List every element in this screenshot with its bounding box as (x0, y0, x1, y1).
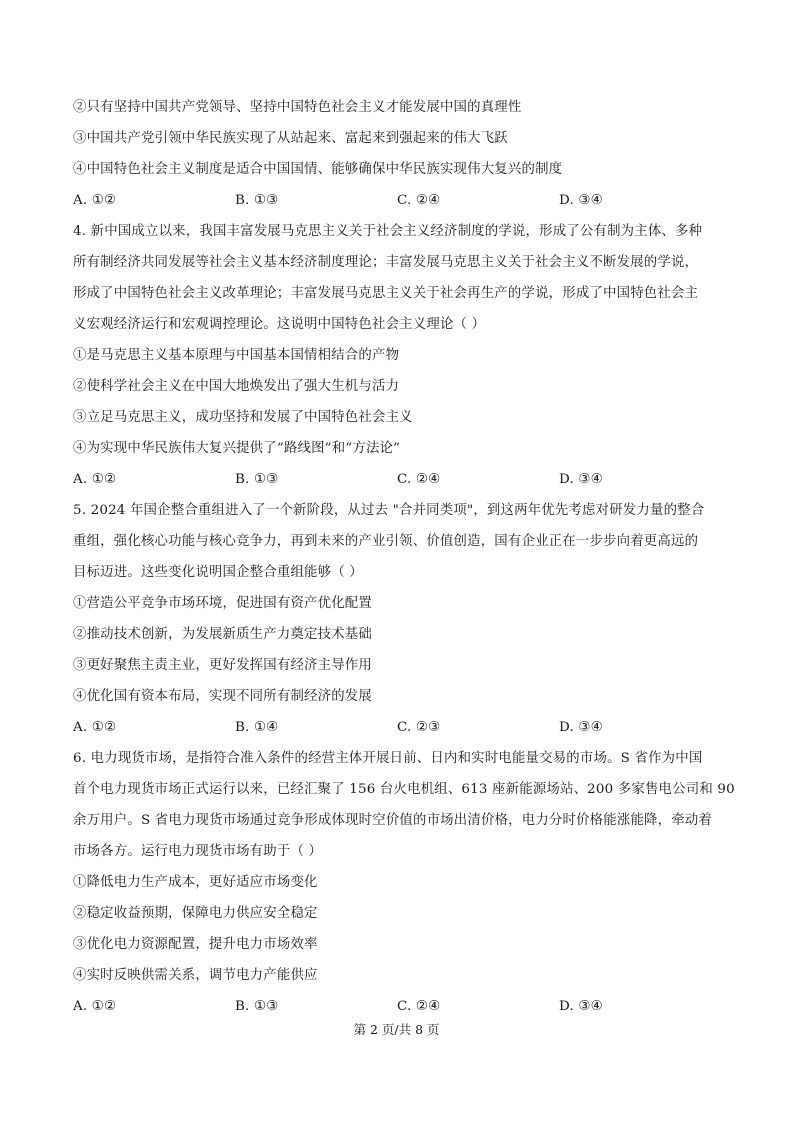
q3-option-a: A. ①② (73, 193, 117, 208)
q5-item-1: ①营造公平竞争市场环境，促进国有资产优化配置 (73, 596, 372, 611)
q6-option-b: B. ①③ (235, 999, 279, 1014)
q4-item-1: ①是马克思主义基本原理与中国基本国情相结合的产物 (73, 348, 400, 363)
q4-option-c: C. ②④ (397, 472, 441, 487)
q3-item-4: ④中国特色社会主义制度是适合中国国情、能够确保中华民族实现伟大复兴的制度 (73, 162, 563, 177)
q4-stem-line: 形成了中国特色社会主义改革理论；丰富发展马克思主义关于社会再生产的学说，形成了中国特色社会主 (73, 286, 699, 301)
q6-option-d: D. ③④ (559, 999, 603, 1014)
q4-stem-line: 义宏观经济运行和宏观调控理论。这说明中国特色社会主义理论（ ） (73, 317, 486, 332)
q3-option-b: B. ①③ (235, 193, 279, 208)
q3-option-c: C. ②④ (397, 193, 441, 208)
q6-stem-line: 首个电力现货市场正式运行以来，已经汇聚了 156 台火电机组、613 座新能源场站、200 多家售电公司和 90 (73, 782, 735, 797)
q6-option-a: A. ①② (73, 999, 117, 1014)
q3-options (73, 185, 723, 216)
q6-stem-line: 余万用户。S 省电力现货市场通过竞争形成体现时空价值的市场出清价格，电力分时价格能涨能降，牵动着 (73, 813, 712, 828)
q5-options (73, 712, 723, 743)
q6-item-4: ④实时反映供需关系，调节电力产能供应 (73, 968, 318, 983)
q5-option-c: C. ②③ (397, 720, 441, 735)
q6-option-c: C. ②④ (397, 999, 441, 1014)
q4-option-d: D. ③④ (559, 472, 603, 487)
q5-option-d: D. ③④ (559, 720, 603, 735)
q6-stem-line: 6. 电力现货市场，是指符合准入条件的经营主体开展日前、日内和实时电能量交易的市场。S 省作为中国 (73, 751, 703, 766)
q5-item-3: ③更好聚焦主责主业，更好发挥国有经济主导作用 (73, 658, 372, 673)
q4-option-b: B. ①③ (235, 472, 279, 487)
q4-stem-line: 所有制经济共同发展等社会主义基本经济制度理论；丰富发展马克思主义关于社会主义不断发展的学说， (73, 255, 699, 270)
q6-options (73, 991, 723, 1022)
q4-item-4: ④为实现中华民族伟大复兴提供了“路线图”和“方法论” (73, 441, 401, 456)
q6-item-1: ①降低电力生产成本，更好适应市场变化 (73, 875, 318, 890)
q4-option-a: A. ①② (73, 472, 117, 487)
q5-stem-line: 重组，强化核心功能与核心竞争力，再到未来的产业引领、价值创造，国有企业正在一步步向着更高远的 (73, 534, 699, 549)
q5-option-b: B. ①④ (235, 720, 279, 735)
q3-item-3: ③中国共产党引领中华民族实现了从站起来、富起来到强起来的伟大飞跃 (73, 131, 508, 146)
q3-item-2: ②只有坚持中国共产党领导、坚持中国特色社会主义才能发展中国的真理性 (73, 100, 522, 115)
q5-stem-line: 5. 2024 年国企整合重组进入了一个新阶段，从过去 "合并同类项"，到这两年优先考虑对研发力量的整合 (73, 503, 705, 518)
q4-item-2: ②使科学社会主义在中国大地焕发出了强大生机与活力 (73, 379, 400, 394)
q5-option-a: A. ①② (73, 720, 117, 735)
q5-item-2: ②推动技术创新，为发展新质生产力奠定技术基础 (73, 627, 372, 642)
q3-option-d: D. ③④ (559, 193, 603, 208)
page-content (73, 92, 735, 1022)
q6-stem-line: 市场各方。运行电力现货市场有助于（ ） (73, 844, 323, 859)
q4-item-3: ③立足马克思主义，成功坚持和发展了中国特色社会主义 (73, 410, 413, 425)
q5-item-4: ④优化国有资本布局，实现不同所有制经济的发展 (73, 689, 372, 704)
q6-item-2: ②稳定收益预期，保障电力供应安全稳定 (73, 906, 318, 921)
q5-stem-line: 目标迈进。这些变化说明国企整合重组能够（ ） (73, 565, 363, 580)
page-number-footer: 第 2 页/共 8 页 (353, 1022, 440, 1037)
q4-options (73, 464, 723, 495)
q6-item-3: ③优化电力资源配置，提升电力市场效率 (73, 937, 318, 952)
q4-stem-line: 4. 新中国成立以来，我国丰富发展马克思主义关于社会主义经济制度的学说，形成了公有制为主体、多种 (73, 224, 703, 239)
